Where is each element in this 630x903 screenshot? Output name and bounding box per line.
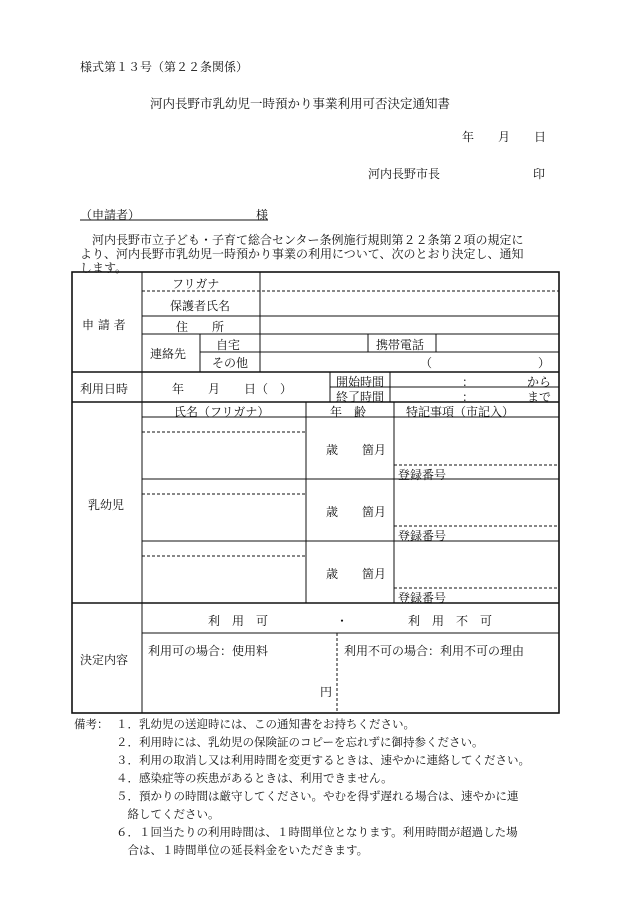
infant-2-age: 歳 箇月	[326, 505, 387, 519]
notes-heading: 備考：	[74, 717, 109, 731]
infant-3-age: 歳 箇月	[326, 567, 387, 581]
other-paren-open: （	[420, 356, 433, 370]
note-item-6: ６．１回当たりの利用時間は、１時間単位となります。利用時間が超過した場	[116, 825, 518, 839]
note-item-5: ５．預かりの時間は厳守してください。やむを得ず遅れる場合は、速やかに連	[116, 789, 519, 803]
mobile-label: 携帯電話	[376, 338, 425, 352]
issuer-name: 河内長野市長	[368, 167, 441, 181]
decision-available: 利 用 可	[208, 614, 269, 628]
col-name-header: 氏名（フリガナ）	[174, 405, 270, 419]
until-label: まで	[527, 390, 552, 404]
note-item-1: １．乳幼児の送迎時には、この通知書をお持ちください。	[116, 717, 415, 731]
yen-label: 円	[320, 685, 333, 699]
applicant-label: （申請者）	[80, 208, 141, 222]
home-label: 自宅	[216, 338, 241, 352]
decision-section-label: 決定内容	[80, 653, 129, 667]
col-age-header: 年 齢	[330, 405, 367, 419]
other-label: その他	[212, 356, 249, 370]
usage-date-fields: 年 月 日（ ）	[172, 382, 293, 396]
infant-1-registration: 登録番号	[398, 468, 447, 482]
guardian-name-label: 保護者氏名	[170, 299, 231, 313]
infant-1-age: 歳 箇月	[326, 443, 387, 457]
end-time-label: 終了時間	[336, 390, 385, 404]
address-label: 住 所	[176, 320, 225, 334]
end-colon: ：	[462, 390, 475, 404]
contact-label: 連絡先	[150, 347, 187, 361]
col-notes-header: 特記事項（市記入）	[406, 405, 515, 419]
note-item-6-cont: 合は、１時間単位の延長料金をいただきます。	[116, 843, 369, 857]
applicant-section-label: 申 請 者	[82, 318, 126, 332]
from-label: から	[527, 375, 552, 389]
note-item-4: ４．感染症等の疾患があるときは、利用できません。	[116, 771, 393, 785]
infants-section-label: 乳幼児	[88, 498, 125, 512]
infant-3-registration: 登録番号	[398, 591, 447, 605]
usage-label: 利用日時	[80, 382, 129, 396]
body-line-1: 河内長野市立子ども・子育て総合センター条例施行規則第２２条第２項の規定に	[80, 233, 524, 247]
note-item-2: ２．利用時には、乳幼児の保険証のコピーを忘れずに御持参ください。	[116, 735, 484, 749]
applicant-suffix: 様	[256, 208, 269, 222]
body-line-3: します。	[80, 261, 128, 275]
body-line-2: より、河内長野市乳幼児一時預かり事業の利用について、次のとおり決定し、通知	[80, 247, 524, 261]
form-number: 様式第１３号（第２２条関係）	[80, 60, 249, 74]
start-colon: ：	[462, 375, 475, 389]
note-item-3: ３．利用の取消し又は利用時間を変更するときは、速やかに連絡してください。	[116, 753, 530, 767]
unavailable-reason-label: 利用不可の場合：利用不可の理由	[344, 644, 525, 658]
other-paren-close: ）	[538, 356, 551, 370]
furigana-label: フリガナ	[172, 277, 220, 291]
decision-separator: ・	[336, 614, 349, 628]
date-line: 年 月 日	[462, 130, 547, 144]
document-title: 河内長野市乳幼児一時預かり事業利用可否決定通知書	[150, 96, 451, 111]
start-time-label: 開始時間	[336, 375, 385, 389]
decision-unavailable: 利 用 不 可	[408, 614, 493, 628]
fee-label: 利用可の場合：使用料	[148, 644, 269, 658]
note-item-5-cont: 絡してください。	[116, 807, 220, 821]
seal-mark: 印	[533, 167, 546, 181]
infant-2-registration: 登録番号	[398, 529, 447, 543]
